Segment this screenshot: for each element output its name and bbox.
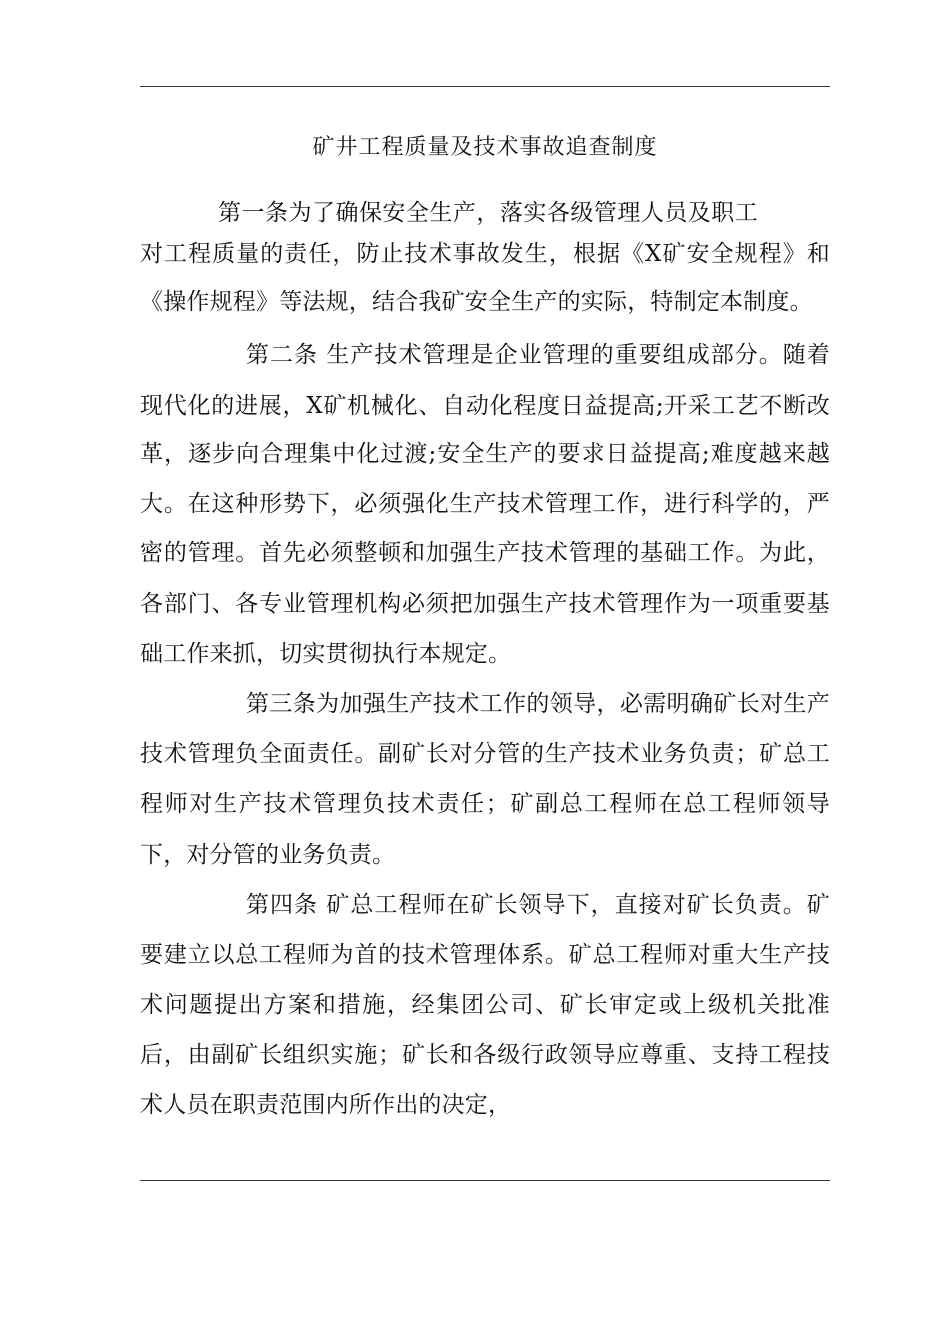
footer-rule bbox=[140, 1180, 830, 1181]
paragraph-2-line-7: 础工作来抓，切实贯彻执行本规定。 bbox=[140, 641, 512, 667]
paragraph-4-line-1: 第四条 矿总工程师在矿长领导下，直接对矿长负责。矿 bbox=[246, 892, 830, 918]
paragraph-4-line-3: 术问题提出方案和措施，经集团公司、矿长审定或上级机关批准 bbox=[140, 992, 830, 1018]
paragraph-3-line-1: 第三条为加强生产技术工作的领导，必需明确矿长对生产 bbox=[246, 691, 830, 717]
paragraph-1-line-3: 《操作规程》等法规，结合我矿安全生产的实际，特制定本制度。 bbox=[140, 289, 813, 315]
paragraph-2-line-6: 各部门、各专业管理机构必须把加强生产技术管理作为一项重要基 bbox=[140, 591, 830, 617]
paragraph-3-line-4: 下，对分管的业务负责。 bbox=[140, 842, 396, 868]
paragraph-2-line-1: 第二条 生产技术管理是企业管理的重要组成部分。随着 bbox=[246, 342, 830, 368]
paragraph-4-line-5: 术人员在职责范围内所作出的决定， bbox=[140, 1092, 512, 1118]
paragraph-4-line-4: 后，由副矿长组织实施；矿长和各级行政领导应尊重、支持工程技 bbox=[140, 1042, 830, 1068]
paragraph-1-line-2: 对工程质量的责任，防止技术事故发生，根据《X矿安全规程》和 bbox=[140, 241, 830, 267]
document-title: 矿井工程质量及技术事故追查制度 bbox=[312, 135, 658, 160]
header-rule bbox=[140, 86, 830, 87]
paragraph-1-line-1: 第一条为了确保安全生产，落实各级管理人员及职工 bbox=[218, 200, 758, 226]
paragraph-3-line-3: 程师对生产技术管理负技术责任；矿副总工程师在总工程师领导 bbox=[140, 791, 830, 817]
paragraph-2-line-5: 密的管理。首先必须整顿和加强生产技术管理的基础工作。为此， bbox=[140, 540, 830, 566]
paragraph-3-line-2: 技术管理负全面责任。副矿长对分管的生产技术业务负责；矿总工 bbox=[140, 741, 830, 767]
paragraph-2-line-4: 大。在这种形势下，必须强化生产技术管理工作，进行科学的，严 bbox=[140, 491, 830, 517]
paragraph-4-line-2: 要建立以总工程师为首的技术管理体系。矿总工程师对重大生产技 bbox=[140, 942, 830, 968]
paragraph-2-line-2: 现代化的进展，X矿机械化、自动化程度日益提高;开采工艺不断改 bbox=[140, 393, 830, 419]
paragraph-2-line-3: 革，逐步向合理集中化过渡;安全生产的要求日益提高;难度越来越 bbox=[140, 441, 830, 467]
